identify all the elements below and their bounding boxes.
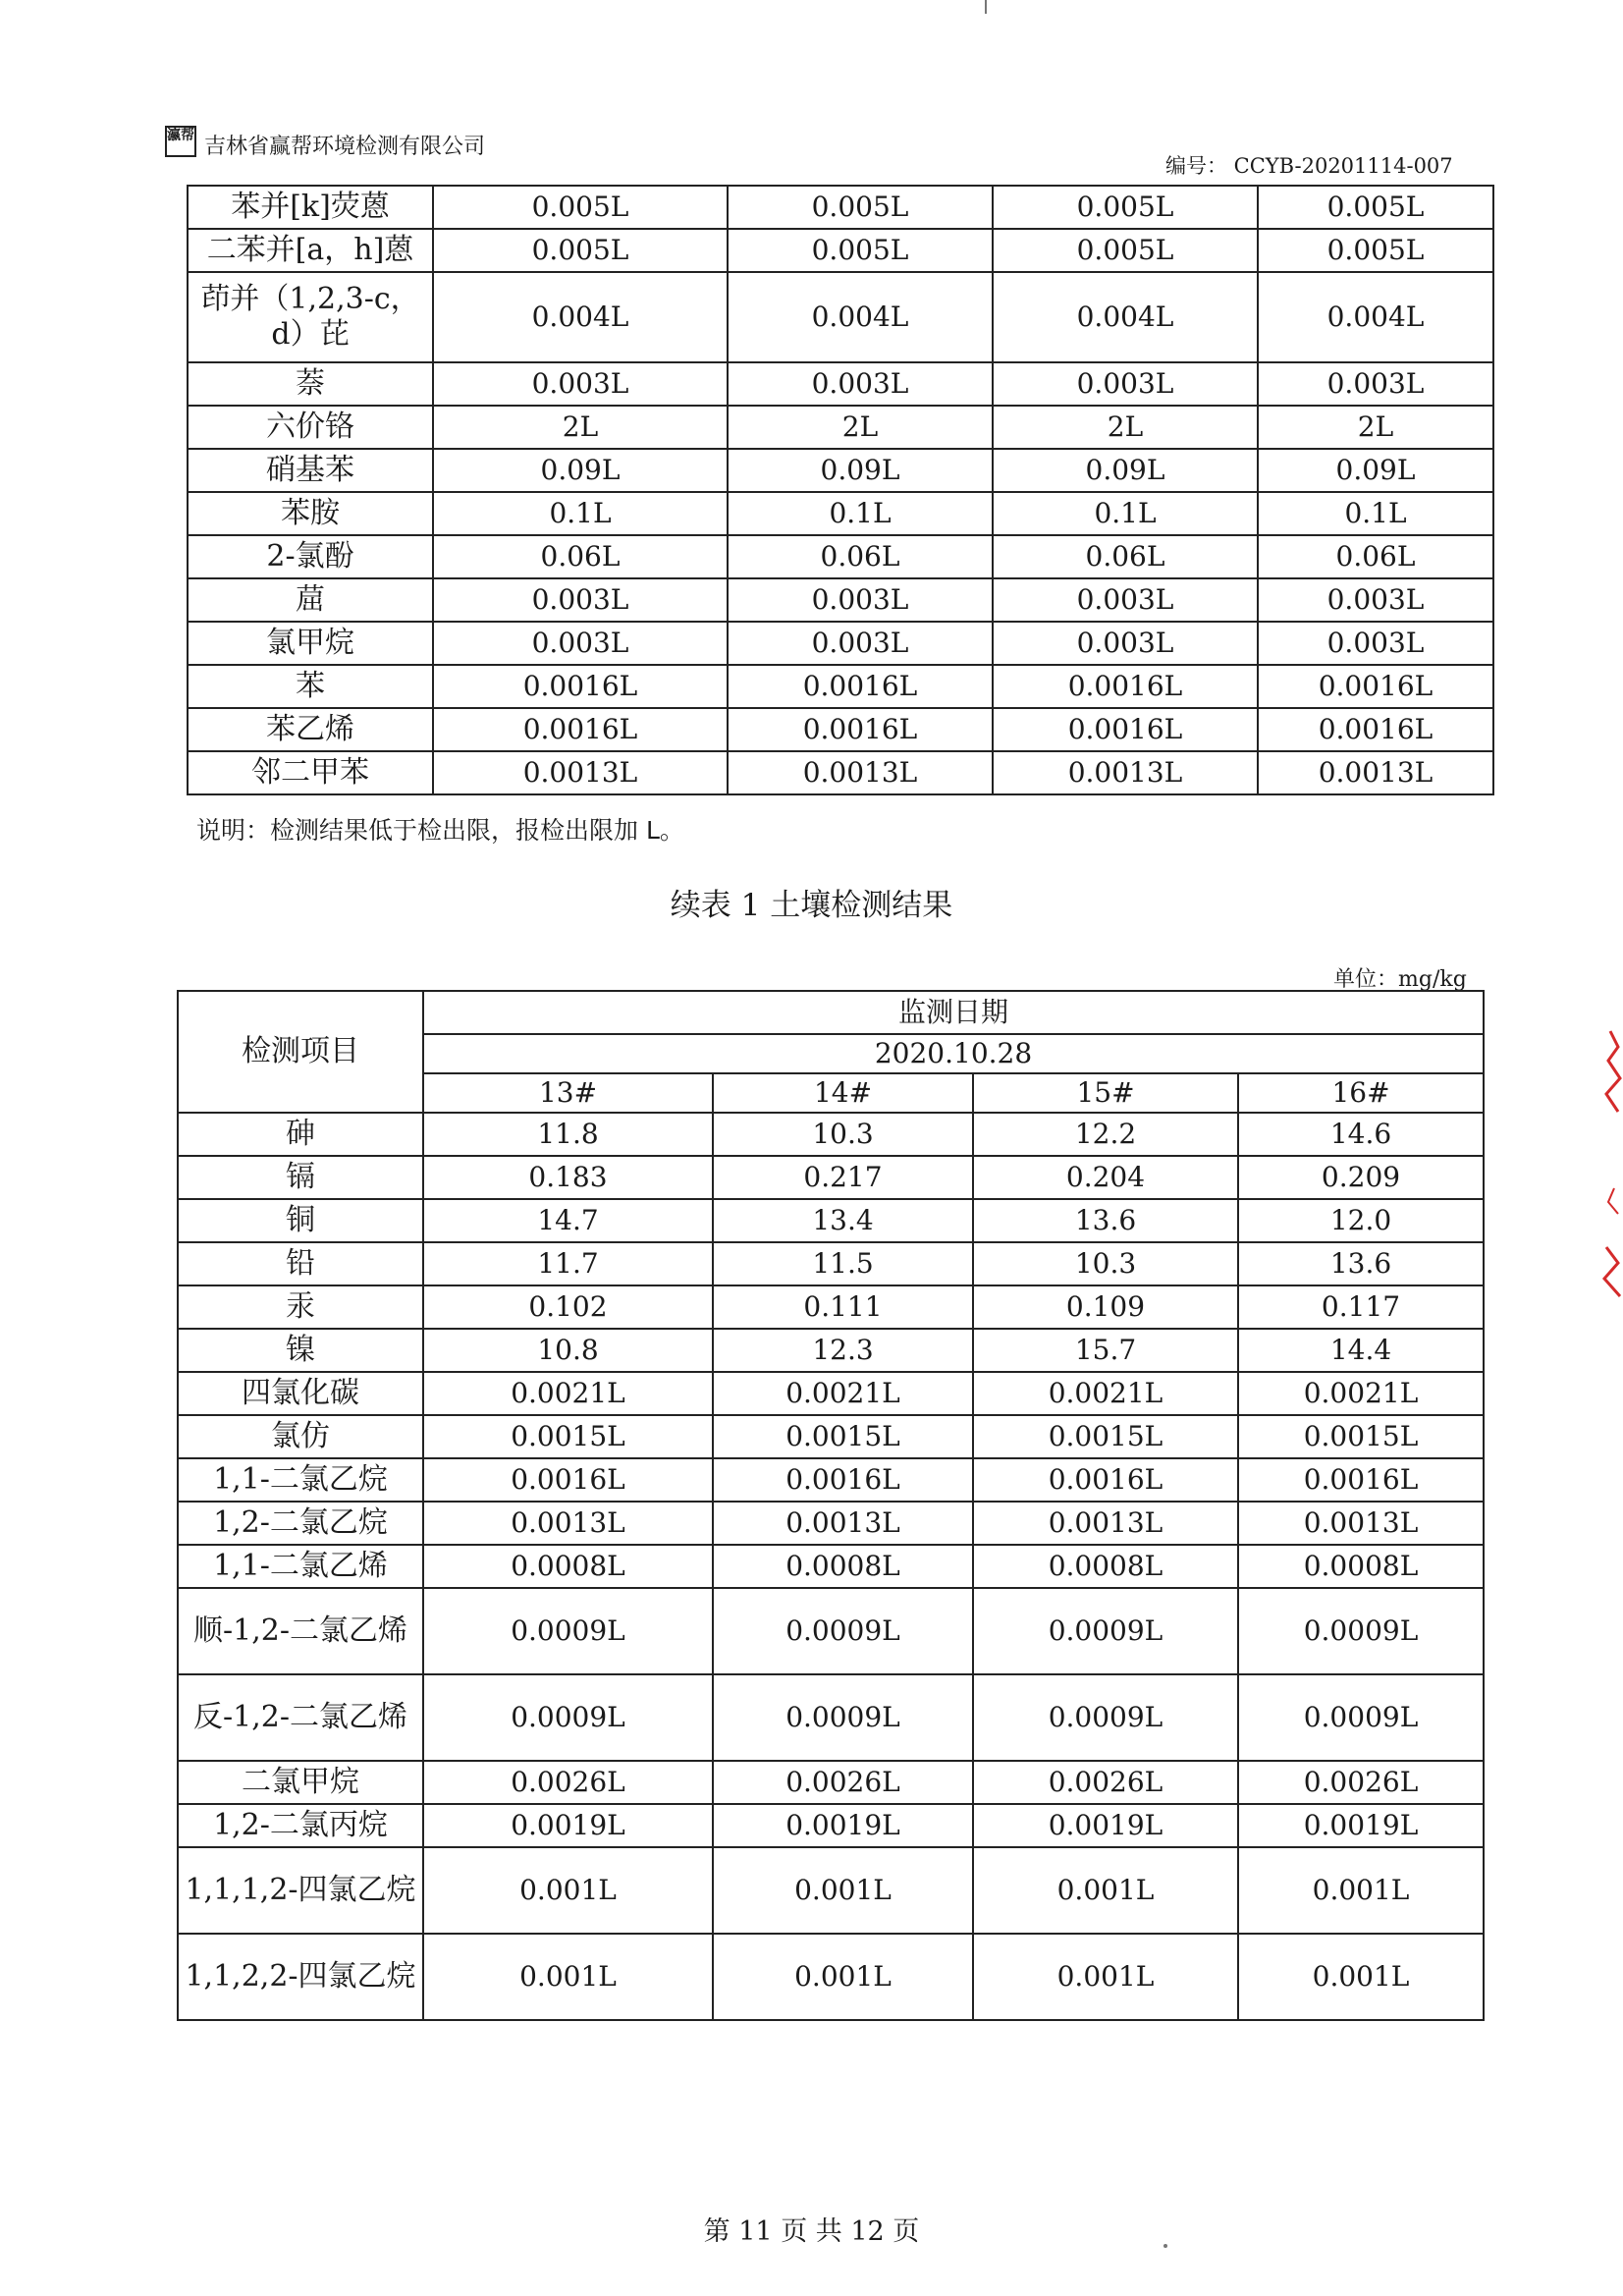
result-value: 11.7 <box>423 1242 713 1285</box>
item-name: 砷 <box>178 1113 423 1156</box>
result-value: 0.005L <box>1258 229 1493 272</box>
result-value: 0.06L <box>1258 535 1493 578</box>
result-value: 2L <box>728 406 993 449</box>
table-row <box>178 1804 1484 1847</box>
item-name: 1,2-二氯乙烷 <box>178 1502 423 1545</box>
table-row <box>178 1415 1484 1458</box>
item-name: 二氯甲烷 <box>178 1761 423 1804</box>
result-value: 2L <box>1258 406 1493 449</box>
item-name: 2-氯酚 <box>188 535 433 578</box>
result-value: 0.1L <box>433 492 728 535</box>
result-value: 0.0026L <box>423 1761 713 1804</box>
unit-label: 单位：mg/kg <box>1333 967 1467 992</box>
result-value: 0.111 <box>713 1285 973 1329</box>
result-value: 0.001L <box>1238 1847 1484 1934</box>
result-value: 0.001L <box>973 1847 1238 1934</box>
result-value: 2L <box>993 406 1258 449</box>
result-value: 12.2 <box>973 1113 1238 1156</box>
item-name: 顺-1,2-二氯乙烯 <box>178 1588 423 1674</box>
result-value: 0.0008L <box>1238 1545 1484 1588</box>
result-value: 0.005L <box>1258 186 1493 229</box>
result-value: 0.0015L <box>973 1415 1238 1458</box>
result-value: 0.003L <box>993 578 1258 622</box>
scan-mark <box>985 0 987 14</box>
result-value: 10.3 <box>713 1113 973 1156</box>
result-value: 0.0008L <box>423 1545 713 1588</box>
table-row <box>178 1588 1484 1674</box>
result-value: 0.209 <box>1238 1156 1484 1199</box>
item-name: 氯仿 <box>178 1415 423 1458</box>
result-value: 0.204 <box>973 1156 1238 1199</box>
table-row <box>188 665 1493 708</box>
table-row <box>178 1113 1484 1156</box>
result-value: 0.005L <box>433 229 728 272</box>
table-row <box>188 622 1493 665</box>
result-value: 0.001L <box>423 1934 713 2020</box>
result-value: 0.003L <box>433 622 728 665</box>
table-note: 说明：检测结果低于检出限，报检出限加 L。 <box>196 816 684 845</box>
result-value: 0.06L <box>728 535 993 578</box>
result-value: 0.003L <box>1258 362 1493 406</box>
table-row <box>178 1934 1484 2020</box>
result-value: 0.0009L <box>423 1588 713 1674</box>
item-name: 1,1-二氯乙烯 <box>178 1545 423 1588</box>
result-value: 0.001L <box>1238 1934 1484 2020</box>
result-value: 0.003L <box>1258 622 1493 665</box>
table-row <box>188 492 1493 535</box>
item-name: 反-1,2-二氯乙烯 <box>178 1674 423 1761</box>
table-row <box>188 578 1493 622</box>
item-name: 铜 <box>178 1199 423 1242</box>
sample-header: 14# <box>713 1073 973 1113</box>
result-value: 0.0009L <box>423 1674 713 1761</box>
table-row <box>178 1372 1484 1415</box>
scan-dot <box>1163 2244 1167 2248</box>
result-value: 0.09L <box>993 449 1258 492</box>
result-value: 0.0016L <box>1258 665 1493 708</box>
result-value: 0.004L <box>728 272 993 362</box>
document-number: 编号： CCYB-20201114-007 <box>1165 154 1453 178</box>
item-name: 镉 <box>178 1156 423 1199</box>
result-value: 0.0021L <box>713 1372 973 1415</box>
sample-header: 16# <box>1238 1073 1484 1113</box>
result-value: 14.6 <box>1238 1113 1484 1156</box>
result-value: 11.5 <box>713 1242 973 1285</box>
result-value: 0.0013L <box>973 1502 1238 1545</box>
result-value: 12.3 <box>713 1329 973 1372</box>
result-value: 0.0016L <box>423 1458 713 1502</box>
result-value: 0.004L <box>993 272 1258 362</box>
item-name: 氯甲烷 <box>188 622 433 665</box>
result-value: 0.09L <box>433 449 728 492</box>
result-value: 0.0016L <box>993 708 1258 751</box>
result-value: 0.003L <box>993 622 1258 665</box>
result-value: 0.0021L <box>423 1372 713 1415</box>
item-name: 茚并（1,2,3-c，d）芘 <box>188 272 433 362</box>
result-value: 0.0016L <box>993 665 1258 708</box>
result-value: 15.7 <box>973 1329 1238 1372</box>
item-name: 六价铬 <box>188 406 433 449</box>
result-value: 0.0016L <box>713 1458 973 1502</box>
result-value: 0.0019L <box>1238 1804 1484 1847</box>
result-value: 0.109 <box>973 1285 1238 1329</box>
result-value: 0.06L <box>993 535 1258 578</box>
result-value: 0.06L <box>433 535 728 578</box>
item-name: 硝基苯 <box>188 449 433 492</box>
result-value: 0.0009L <box>713 1674 973 1761</box>
result-value: 0.0013L <box>993 751 1258 794</box>
page-number: 第 11 页 共 12 页 <box>703 2216 920 2247</box>
result-value: 0.0009L <box>973 1674 1238 1761</box>
result-value: 0.005L <box>728 186 993 229</box>
item-name: 苯 <box>188 665 433 708</box>
item-name: 苯乙烯 <box>188 708 433 751</box>
table-row <box>178 1847 1484 1934</box>
result-value: 0.0016L <box>728 665 993 708</box>
table-row <box>188 708 1493 751</box>
result-value: 12.0 <box>1238 1199 1484 1242</box>
table-row <box>178 1458 1484 1502</box>
result-value: 0.0009L <box>1238 1674 1484 1761</box>
result-value: 0.0026L <box>1238 1761 1484 1804</box>
sample-header: 13# <box>423 1073 713 1113</box>
result-value: 0.0008L <box>973 1545 1238 1588</box>
result-value: 0.0013L <box>728 751 993 794</box>
result-value: 0.0015L <box>423 1415 713 1458</box>
result-value: 0.0013L <box>433 751 728 794</box>
result-value: 0.0021L <box>973 1372 1238 1415</box>
result-value: 0.0026L <box>713 1761 973 1804</box>
result-value: 0.0021L <box>1238 1372 1484 1415</box>
company-name: 吉林省赢帮环境检测有限公司 <box>204 135 486 159</box>
soil-results-table <box>177 990 1485 2021</box>
result-value: 0.001L <box>973 1934 1238 2020</box>
result-value: 0.117 <box>1238 1285 1484 1329</box>
result-value: 0.0016L <box>973 1458 1238 1502</box>
result-value: 13.6 <box>973 1199 1238 1242</box>
item-header: 检测项目 <box>178 991 423 1113</box>
red-seal-stamp <box>1589 1021 1623 1306</box>
item-name: 䓛 <box>188 578 433 622</box>
result-value: 0.0016L <box>433 665 728 708</box>
result-value: 0.0013L <box>713 1502 973 1545</box>
result-value: 0.005L <box>728 229 993 272</box>
result-value: 0.0019L <box>423 1804 713 1847</box>
result-value: 0.005L <box>993 186 1258 229</box>
result-value: 14.7 <box>423 1199 713 1242</box>
item-name: 1,1,2,2-四氯乙烷 <box>178 1934 423 2020</box>
result-value: 0.0016L <box>433 708 728 751</box>
result-value: 11.8 <box>423 1113 713 1156</box>
result-value: 0.0016L <box>728 708 993 751</box>
result-value: 0.0015L <box>1238 1415 1484 1458</box>
table-row <box>188 186 1493 229</box>
result-value: 13.4 <box>713 1199 973 1242</box>
result-value: 0.003L <box>993 362 1258 406</box>
result-value: 0.0013L <box>423 1502 713 1545</box>
table-row <box>178 1329 1484 1372</box>
result-value: 10.8 <box>423 1329 713 1372</box>
table-row <box>178 1545 1484 1588</box>
result-value: 0.005L <box>433 186 728 229</box>
table-row <box>178 1242 1484 1285</box>
result-value: 0.1L <box>993 492 1258 535</box>
table-row <box>178 1285 1484 1329</box>
table-row <box>178 1199 1484 1242</box>
results-table-continued <box>187 185 1494 795</box>
table-row <box>178 1761 1484 1804</box>
result-value: 0.1L <box>728 492 993 535</box>
item-name: 1,1,1,2-四氯乙烷 <box>178 1847 423 1934</box>
result-value: 0.0019L <box>973 1804 1238 1847</box>
result-value: 0.1L <box>1258 492 1493 535</box>
table-row <box>188 362 1493 406</box>
result-value: 14.4 <box>1238 1329 1484 1372</box>
item-name: 苯并[k]荧蒽 <box>188 186 433 229</box>
table-row <box>188 406 1493 449</box>
result-value: 0.003L <box>728 362 993 406</box>
result-value: 0.0015L <box>713 1415 973 1458</box>
item-name: 铅 <box>178 1242 423 1285</box>
result-value: 0.001L <box>713 1847 973 1934</box>
result-value: 0.004L <box>433 272 728 362</box>
result-value: 0.001L <box>423 1847 713 1934</box>
result-value: 0.09L <box>1258 449 1493 492</box>
result-value: 0.0013L <box>1258 751 1493 794</box>
result-value: 0.003L <box>1258 578 1493 622</box>
result-value: 0.004L <box>1258 272 1493 362</box>
item-name: 邻二甲苯 <box>188 751 433 794</box>
table-row <box>178 1502 1484 1545</box>
item-name: 1,1-二氯乙烷 <box>178 1458 423 1502</box>
result-value: 0.102 <box>423 1285 713 1329</box>
table-row <box>178 1156 1484 1199</box>
item-name: 四氯化碳 <box>178 1372 423 1415</box>
result-value: 0.0016L <box>1238 1458 1484 1502</box>
result-value: 0.003L <box>433 578 728 622</box>
result-value: 0.005L <box>993 229 1258 272</box>
result-value: 0.001L <box>713 1934 973 2020</box>
result-value: 0.0009L <box>1238 1588 1484 1674</box>
result-value: 0.0008L <box>713 1545 973 1588</box>
date-header: 监测日期 <box>423 991 1484 1034</box>
table-row <box>188 535 1493 578</box>
item-name: 汞 <box>178 1285 423 1329</box>
company-logo: 瀛帮 <box>165 126 196 157</box>
table-title: 续表 1 土壤检测结果 <box>670 888 953 923</box>
table-row <box>188 229 1493 272</box>
result-value: 0.0019L <box>713 1804 973 1847</box>
item-name: 萘 <box>188 362 433 406</box>
item-name: 1,2-二氯丙烷 <box>178 1804 423 1847</box>
sample-header: 15# <box>973 1073 1238 1113</box>
item-name: 二苯并[a，h]蒽 <box>188 229 433 272</box>
monitoring-date: 2020.10.28 <box>423 1034 1484 1073</box>
result-value: 0.217 <box>713 1156 973 1199</box>
result-value: 0.003L <box>728 622 993 665</box>
result-value: 0.003L <box>433 362 728 406</box>
result-value: 0.003L <box>728 578 993 622</box>
result-value: 0.0009L <box>973 1588 1238 1674</box>
result-value: 0.0013L <box>1238 1502 1484 1545</box>
result-value: 10.3 <box>973 1242 1238 1285</box>
table-row <box>178 1674 1484 1761</box>
table-row <box>188 449 1493 492</box>
result-value: 2L <box>433 406 728 449</box>
result-value: 13.6 <box>1238 1242 1484 1285</box>
result-value: 0.0009L <box>713 1588 973 1674</box>
result-value: 0.0016L <box>1258 708 1493 751</box>
result-value: 0.0026L <box>973 1761 1238 1804</box>
table-row <box>188 751 1493 794</box>
result-value: 0.09L <box>728 449 993 492</box>
item-name: 镍 <box>178 1329 423 1372</box>
result-value: 0.183 <box>423 1156 713 1199</box>
table-row <box>188 272 1493 362</box>
item-name: 苯胺 <box>188 492 433 535</box>
